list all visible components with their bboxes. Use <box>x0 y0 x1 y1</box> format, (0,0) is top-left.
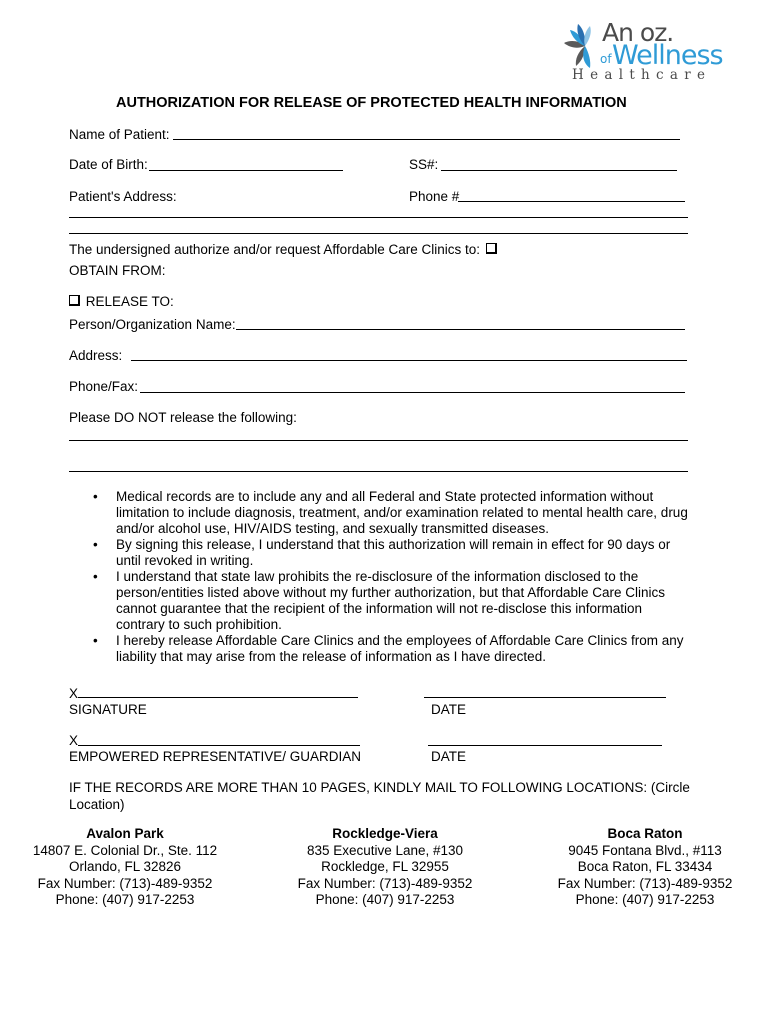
name-field[interactable] <box>173 139 680 140</box>
terms-text: I hereby release Affordable Care Clinics and the employees of Affordable Care Clinics from any liability that may arise from the release of information as I have directed. <box>116 633 684 664</box>
terms-text: Medical records are to include any and all Federal and State protected information without limitation to include diagnosis, treatment, and/or examination related to mental health care, drug and/or alcohol use, HIV/AIDS testing, and sexually transmitted diseases. <box>116 489 688 536</box>
logo-healthcare: Healthcare <box>572 67 712 83</box>
location-street: 14807 E. Colonial Dr., Ste. 112 <box>32 842 218 858</box>
location-phone: Phone: (407) 917-2253 <box>315 892 455 908</box>
terms-item <box>93 537 693 569</box>
terms-list <box>93 489 693 665</box>
obtain-label: OBTAIN FROM: <box>69 263 166 278</box>
company-logo <box>562 20 722 86</box>
location-name: Rockledge-Viera <box>332 826 438 841</box>
mail-notice: IF THE RECORDS ARE MORE THAN 10 PAGES, KINDLY MAIL TO FOLLOWING LOCATIONS: (Circle Location) <box>69 780 690 812</box>
logo-of: of <box>600 52 612 66</box>
terms-item <box>93 489 693 537</box>
signature-date-field[interactable] <box>424 697 666 698</box>
logo-wellness: Wellness <box>612 40 723 71</box>
location-street: 835 Executive Lane, #130 <box>306 842 464 858</box>
phonefax-field[interactable] <box>140 392 685 393</box>
release-checkbox[interactable] <box>69 295 80 306</box>
signature-x: X <box>69 686 79 701</box>
location-rockledge-viera[interactable] <box>280 826 490 909</box>
phonefax-label: Phone/Fax: <box>69 379 139 394</box>
obtain-checkbox[interactable] <box>486 243 497 254</box>
location-boca-raton[interactable] <box>540 826 750 909</box>
terms-text: By signing this release, I understand that this authorization will remain in effect for 90 days or until revoked in writing. <box>116 537 671 568</box>
representative-label: EMPOWERED REPRESENTATIVE/ GUARDIAN <box>69 749 362 764</box>
signature-date-label: DATE <box>431 702 467 717</box>
representative-date-field[interactable] <box>428 745 662 746</box>
representative-x: X <box>69 733 79 748</box>
address-field-line1[interactable] <box>69 217 688 218</box>
representative-field[interactable] <box>78 745 360 746</box>
bullet-icon: • <box>93 537 98 552</box>
donot-field-line1[interactable] <box>69 440 688 441</box>
location-phone: Phone: (407) 917-2253 <box>575 892 715 908</box>
ssn-field[interactable] <box>441 170 677 171</box>
location-phone: Phone: (407) 917-2253 <box>55 892 195 908</box>
location-name: Boca Raton <box>607 826 683 841</box>
page-title: AUTHORIZATION FOR RELEASE OF PROTECTED HEALTH INFORMATION <box>116 95 627 111</box>
signature-field[interactable] <box>78 697 358 698</box>
phone-label: Phone # <box>409 189 460 204</box>
authorize-text-label: The undersigned authorize and/or request Affordable Care Clinics to: <box>69 242 480 257</box>
logo-line1: An oz. <box>602 18 674 47</box>
terms-item <box>93 633 693 665</box>
release-label: RELEASE TO: <box>85 294 174 309</box>
location-city: Orlando, FL 32826 <box>68 859 182 875</box>
phone-field[interactable] <box>458 201 685 202</box>
representative-date-label: DATE <box>431 749 467 764</box>
terms-text: I understand that state law prohibits the re-disclosure of the information disclosed to the person/entities listed above without my further authorization, but that Affordable Care Clinics cannot guarantee that the recipient of the information will not re-disclose this information contrary to such prohibition. <box>116 569 666 632</box>
donot-field-line2[interactable] <box>69 471 688 472</box>
location-fax: Fax Number: (713)-489-9352 <box>297 875 473 891</box>
signature-label: SIGNATURE <box>69 702 147 717</box>
location-fax: Fax Number: (713)-489-9352 <box>557 875 733 891</box>
location-city: Rockledge, FL 32955 <box>321 859 449 875</box>
bullet-icon: • <box>93 569 98 584</box>
location-avalon-park[interactable] <box>20 826 230 909</box>
terms-item <box>93 569 693 633</box>
dob-field[interactable] <box>149 170 343 171</box>
donot-label: Please DO NOT release the following: <box>69 410 297 425</box>
person-field[interactable] <box>236 329 685 330</box>
address-field-line2[interactable] <box>69 233 688 234</box>
address-label: Patient's Address: <box>69 189 177 204</box>
bullet-icon: • <box>93 489 98 504</box>
location-name: Avalon Park <box>86 826 164 841</box>
name-label: Name of Patient: <box>69 127 170 142</box>
location-street: 9045 Fontana Blvd., #113 <box>568 842 722 858</box>
address2-label: Address: <box>69 348 123 363</box>
location-city: Boca Raton, FL 33434 <box>577 859 713 875</box>
release-to-row <box>69 294 174 310</box>
ssn-label: SS#: <box>409 157 439 172</box>
bullet-icon: • <box>93 633 98 648</box>
authorize-text <box>69 242 499 258</box>
location-fax: Fax Number: (713)-489-9352 <box>37 875 213 891</box>
dob-label: Date of Birth: <box>69 157 148 172</box>
address2-field[interactable] <box>131 360 687 361</box>
person-label: Person/Organization Name: <box>69 317 236 332</box>
